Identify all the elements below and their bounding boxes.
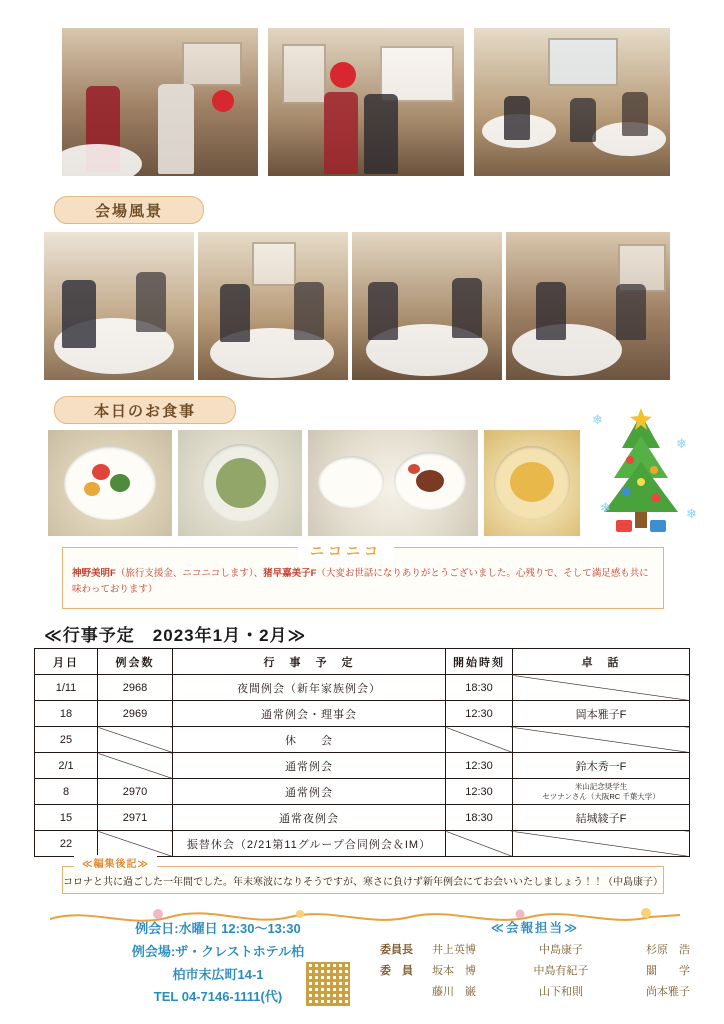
- nikoniko-name-2: 猪早嘉美子F: [263, 568, 317, 579]
- cell-talk: 結城綾子F: [513, 805, 690, 831]
- snowflake-icon: ❄: [676, 436, 687, 451]
- table-row: [35, 831, 690, 857]
- staff-name: 中島康子: [539, 944, 583, 956]
- col-event: 行 事 予 定: [173, 649, 446, 675]
- cell-talk: 岡本雅子F: [513, 701, 690, 727]
- cell-time: [446, 727, 513, 753]
- meal-heading: [54, 396, 236, 424]
- staff-role: [380, 982, 432, 1003]
- staff-list: [380, 918, 690, 1003]
- cell-time: 12:30: [446, 753, 513, 779]
- meeting-day: 例会日:水曜日 12:30～13:30: [135, 921, 301, 936]
- cell-event: 夜間例会（新年家族例会）: [173, 675, 446, 701]
- nikoniko-name-1: 神野美明F: [72, 568, 116, 579]
- schedule-heading: ≪行事予定 2023年1月・2月≫: [44, 626, 307, 645]
- cell-event: 通常例会: [173, 779, 446, 805]
- cell-time: 12:30: [446, 779, 513, 805]
- venue-heading-label: 会場風景: [94, 202, 163, 220]
- cell-date: 22: [35, 831, 98, 857]
- nikoniko-comment-1: （旅行支援金、ニコニコします）、: [115, 568, 264, 579]
- editor-note-text: コロナと共に過ごした一年間でした。年末寒波になりそうですが、寒さに負けず新年例会にてお会いいたしましょう！！（中島康子）: [63, 876, 663, 888]
- nikoniko-comment-2: （大変お世話になりありがとうございました。心残りで、そして満足感も共に味わっております）: [72, 568, 649, 596]
- col-meeting-number: 例会数: [98, 649, 173, 675]
- col-date: 月日: [35, 649, 98, 675]
- cell-number: 2971: [98, 805, 173, 831]
- photo-venue-1: [44, 232, 194, 380]
- staff-title: ≪会報担当≫: [490, 921, 580, 935]
- cell-talk: [513, 727, 690, 753]
- talk-line-2: セツナンさん（大阪RC 千葉大学）: [542, 791, 660, 801]
- staff-name: 中島有紀子: [533, 964, 589, 977]
- cell-number: [98, 831, 173, 857]
- staff-name: 井上英博: [432, 944, 476, 956]
- schedule-table: [34, 648, 690, 857]
- nikoniko-heading: ニコニコ: [298, 541, 394, 561]
- staff-role: 委員長: [380, 944, 413, 956]
- photo-venue-3: [352, 232, 502, 380]
- nikoniko-text: [72, 566, 654, 598]
- staff-name: 山下和則: [539, 985, 583, 998]
- col-talk: 卓 話: [513, 649, 690, 675]
- cell-number: 2968: [98, 675, 173, 701]
- cell-event: 通常例会・理事会: [173, 701, 446, 727]
- staff-name: 關 学: [646, 964, 690, 977]
- table-row: [35, 753, 690, 779]
- photo-venue-4: [506, 232, 670, 380]
- table-row: [35, 701, 690, 727]
- staff-name: 藤川 巌: [432, 985, 476, 998]
- cell-date: 18: [35, 701, 98, 727]
- snowflake-icon: ❄: [686, 506, 697, 521]
- snowflake-icon: ❄: [600, 500, 611, 515]
- cell-talk: 鈴木秀一F: [513, 753, 690, 779]
- photo-audience-1: [474, 28, 670, 176]
- photo-venue-2: [198, 232, 348, 380]
- editor-note-heading: ≪編集後記≫: [74, 855, 157, 870]
- cell-time: 18:30: [446, 805, 513, 831]
- cell-time: [446, 831, 513, 857]
- meeting-place: 例会場:ザ・クレストホテル柏: [131, 943, 305, 959]
- talk-line-1: 米山記念奨学生: [574, 782, 628, 792]
- cell-time: 12:30: [446, 701, 513, 727]
- cell-talk: [513, 831, 690, 857]
- staff-name: 坂本 博: [432, 964, 476, 977]
- photo-food-1: [48, 430, 172, 536]
- cell-number: 2970: [98, 779, 173, 805]
- meeting-tel: TEL 04-7146-1111(代): [153, 989, 283, 1005]
- photo-performance-1: [62, 28, 258, 176]
- qr-code-icon: [306, 962, 350, 1006]
- staff-role: 委 員: [380, 964, 413, 977]
- cell-talk: [513, 779, 690, 805]
- table-row: [35, 727, 690, 753]
- snowflake-icon: ❄: [592, 412, 603, 427]
- meeting-address: 柏市末広町14-1: [172, 966, 264, 982]
- table-row: [35, 675, 690, 701]
- staff-row: [380, 940, 690, 961]
- table-row: [35, 779, 690, 805]
- cell-time: 18:30: [446, 675, 513, 701]
- photo-food-2: [178, 430, 302, 536]
- table-header-row: [35, 649, 690, 675]
- cell-date: 2/1: [35, 753, 98, 779]
- cell-event: 振替休会（2/21第11グループ合同例会＆IM）: [173, 831, 446, 857]
- cell-number: 2969: [98, 701, 173, 727]
- cell-number: [98, 727, 173, 753]
- cell-date: 25: [35, 727, 98, 753]
- cell-number: [98, 753, 173, 779]
- cell-date: 8: [35, 779, 98, 805]
- cell-date: 1/11: [35, 675, 98, 701]
- photo-performance-2: [268, 28, 464, 176]
- cell-event: 通常夜例会: [173, 805, 446, 831]
- meal-heading-label: 本日のお食事: [93, 402, 196, 420]
- staff-name: 杉原 浩: [646, 944, 690, 956]
- staff-name: 尚本雅子: [646, 985, 690, 998]
- photo-food-3: [308, 430, 478, 536]
- col-start-time: 開始時刻: [446, 649, 513, 675]
- cell-talk: [513, 675, 690, 701]
- cell-event: 休 会: [173, 727, 446, 753]
- photo-food-4: [484, 430, 580, 536]
- editor-note-box: [62, 866, 664, 894]
- cell-date: 15: [35, 805, 98, 831]
- venue-heading: [54, 196, 204, 224]
- staff-row: [380, 982, 690, 1003]
- cell-event: 通常例会: [173, 753, 446, 779]
- table-row: [35, 805, 690, 831]
- staff-row: [380, 961, 690, 982]
